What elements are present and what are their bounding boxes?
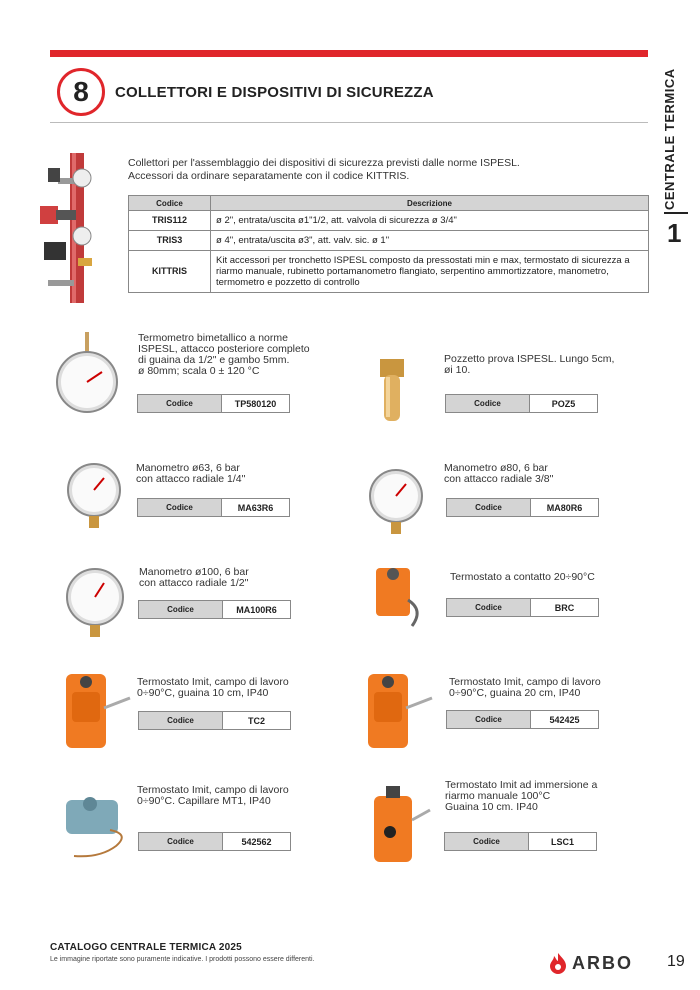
row-desc: ø 4", entrata/uscita ø3", att. valv. sic. ø 1" xyxy=(211,231,649,251)
desc-line: Termometro bimetallico a norme xyxy=(138,332,288,344)
row-code: KITTRIS xyxy=(129,251,211,293)
code-value: TP580120 xyxy=(234,398,277,409)
product-code-box xyxy=(446,710,599,729)
code-value: LSC1 xyxy=(550,836,574,847)
desc-line: Manometro ø80, 6 bar xyxy=(444,462,548,474)
code-label: Codice xyxy=(447,499,531,516)
thermostat-image xyxy=(58,668,132,754)
code-value: 542425 xyxy=(549,714,580,725)
desc-line: 0÷90°C, guaina 10 cm, IP40 xyxy=(137,687,269,699)
desc-line: ø 80mm; scala 0 ± 120 °C xyxy=(138,365,260,377)
side-tab-label: CENTRALE TERMICA xyxy=(662,68,677,210)
row-code: TRIS3 xyxy=(129,231,211,251)
product-description xyxy=(450,572,595,583)
product-description xyxy=(139,567,249,589)
contact-thermostat-image xyxy=(368,560,424,632)
header-desc: Descrizione xyxy=(211,196,649,211)
product-code-box xyxy=(446,498,599,517)
code-label: Codice xyxy=(139,601,223,618)
spec-table xyxy=(128,195,649,293)
code-label: Codice xyxy=(139,712,223,729)
desc-line: 0÷90°C. Capillare MT1, IP40 xyxy=(137,795,271,807)
product-description xyxy=(137,785,289,807)
desc-line: Pozzetto prova ISPESL. Lungo 5cm, xyxy=(444,353,615,365)
brand-logo xyxy=(548,952,633,974)
row-desc: ø 2", entrata/uscita ø1"1/2, att. valvola di sicurezza ø 3/4" xyxy=(211,211,649,231)
desc-line: Termostato a contatto 20÷90°C xyxy=(450,571,595,583)
table-row xyxy=(129,251,649,293)
section-divider xyxy=(50,122,648,123)
header-code: Codice xyxy=(129,196,211,211)
capillary-thermostat-image xyxy=(60,790,136,862)
row-desc: Kit accessori per tronchetto ISPESL composto da pressostati min e max, termostato di sicurezza a riarmo manuale, rubinetto portamanometro flangiato, serpentino ammortizzatore, manometro, termometro e pozzetto di controllo xyxy=(211,251,649,293)
desc-line: ISPESL, attacco posteriore completo xyxy=(138,343,310,355)
product-description xyxy=(444,463,553,485)
desc-line: Manometro ø63, 6 bar xyxy=(136,462,240,474)
intro-line: Accessori da ordinare separatamente con il codice KITTRIS. xyxy=(128,170,410,182)
code-label: Codice xyxy=(138,395,222,412)
desc-line: Manometro ø100, 6 bar xyxy=(139,566,249,578)
section-number: 8 xyxy=(73,76,89,107)
code-value: MA63R6 xyxy=(237,502,274,513)
code-label: Codice xyxy=(446,395,530,412)
side-tab-number: 1 xyxy=(667,218,682,248)
product-code-box xyxy=(138,711,291,730)
immersion-thermostat-image xyxy=(366,782,432,868)
section-title: COLLETTORI E DISPOSITIVI DI SICUREZZA xyxy=(115,84,434,101)
product-code-box xyxy=(138,832,291,851)
product-code-box xyxy=(137,394,290,413)
manometer-image xyxy=(366,468,426,536)
code-label: Codice xyxy=(445,833,529,850)
intro-text xyxy=(128,157,520,183)
desc-line: Termostato Imit, campo di lavoro xyxy=(449,676,601,688)
code-label: Codice xyxy=(447,599,531,616)
table-row xyxy=(129,211,649,231)
code-value: MA80R6 xyxy=(546,502,583,513)
side-tab xyxy=(662,68,690,250)
table-row xyxy=(129,231,649,251)
pozzetto-image xyxy=(372,355,412,425)
section-number-badge xyxy=(57,68,105,116)
footer-title: CATALOGO CENTRALE TERMICA 2025 xyxy=(50,942,242,953)
brand-name: ARBO xyxy=(572,952,633,973)
desc-line: con attacco radiale 3/8" xyxy=(444,473,554,485)
table-header-row xyxy=(129,196,649,211)
product-description xyxy=(137,677,289,699)
product-code-box xyxy=(137,498,290,517)
code-value: POZ5 xyxy=(551,398,576,409)
manometer-image xyxy=(64,567,126,639)
thermostat-image xyxy=(360,668,434,754)
side-tab-divider xyxy=(664,212,688,214)
desc-line: 0÷90°C, guaina 20 cm, IP40 xyxy=(449,687,581,699)
intro-line: Collettori per l'assemblaggio dei dispositivi di sicurezza previsti dalle norme ISPESL. xyxy=(128,157,520,169)
desc-line: con attacco radiale 1/2" xyxy=(139,577,249,589)
desc-line: Guaina 10 cm. IP40 xyxy=(445,801,538,813)
product-code-box xyxy=(444,832,597,851)
row-code: TRIS112 xyxy=(129,211,211,231)
manifold-image xyxy=(38,148,108,308)
product-description xyxy=(449,677,601,699)
product-description xyxy=(444,354,614,376)
thermometer-image xyxy=(52,332,124,417)
desc-line: riarmo manuale 100°C xyxy=(445,790,551,802)
desc-line: con attacco radiale 1/4" xyxy=(136,473,246,485)
desc-line: øi 10. xyxy=(444,364,471,376)
product-description xyxy=(138,333,310,377)
flame-icon xyxy=(548,952,568,974)
manometer-image xyxy=(64,462,124,530)
product-code-box xyxy=(445,394,598,413)
product-description xyxy=(445,780,597,813)
product-code-box xyxy=(446,598,599,617)
code-value: MA100R6 xyxy=(236,604,277,615)
top-accent-bar xyxy=(50,50,648,57)
page-number: 19 xyxy=(667,953,685,970)
footer-note: Le immagine riportate sono puramente indicative. I prodotti possono essere differenti. xyxy=(50,956,315,963)
desc-line: di guaina da 1/2" e gambo 5mm. xyxy=(138,354,290,366)
code-value: 542562 xyxy=(241,836,272,847)
code-value: TC2 xyxy=(247,715,265,726)
code-label: Codice xyxy=(139,833,223,850)
code-label: Codice xyxy=(447,711,531,728)
desc-line: Termostato Imit, campo di lavoro xyxy=(137,676,289,688)
code-value: BRC xyxy=(554,602,575,613)
product-description xyxy=(136,463,245,485)
desc-line: Termostato Imit, campo di lavoro xyxy=(137,784,289,796)
desc-line: Termostato Imit ad immersione a xyxy=(445,779,598,791)
product-code-box xyxy=(138,600,291,619)
code-label: Codice xyxy=(138,499,222,516)
